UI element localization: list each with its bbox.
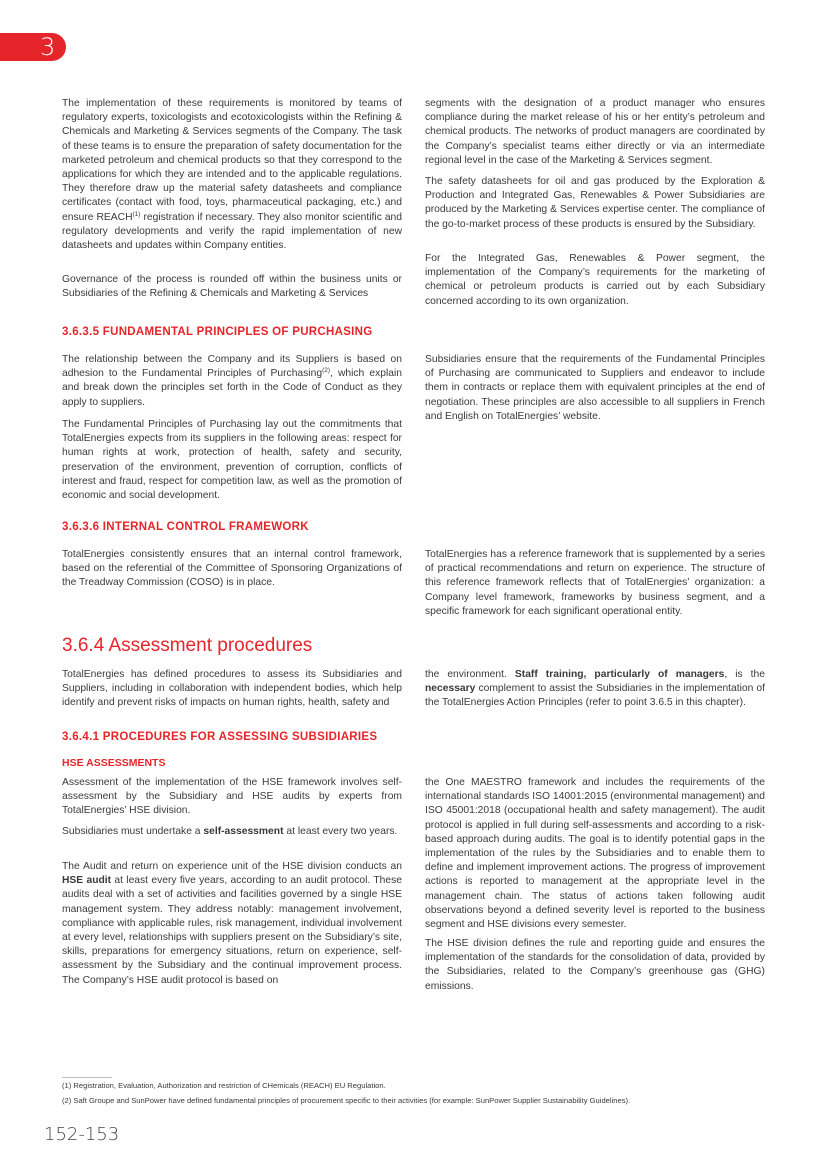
subsidiaries-left-paragraph-1: Assessment of the implementation of the HSE framework involves self-assessment by the Subsidiary and HSE audits by experts from TotalEnergies’ HSE division. [62,777,402,817]
chapter-number: 3 [40,33,56,61]
top-left-paragraph-2: Governance of the process is rounded off within the business units or Subsidiaries of the Refining & Chemicals and Marketing & Services [62,274,402,300]
footnote-divider [62,1077,112,1078]
hse-assessments-subheading: HSE ASSESSMENTS [62,757,166,769]
purchasing-heading: 3.6.3.5 FUNDAMENTAL PRINCIPLES OF PURCHASING [62,326,373,338]
subsidiaries-left-paragraph-2: Subsidiaries must undertake a self-assessment at least every two years. [62,826,398,837]
assessment-right-paragraph: the environment. Staff training, particularly of managers, is the necessary complement to assist the Subsidiaries in the implementation of the TotalEnergies Action Principles (refer to point 3.6.5 in this chapter). [425,669,765,709]
top-left-paragraph-1: The implementation of these requirements is monitored by teams of regulatory experts, toxicologists and ecotoxicologists within the Refining & Chemicals and Marketing & Services segments of the Company. The task of these teams is to ensure the preparation of safety documentation for the marketed petroleum and chemical products so that they correspond to the applications for which they are intended and to the applicable regulations. They therefore draw up the material safety datasheets and compliance certificates (contact with food, toys, pharmaceutical packaging, etc.) and ensure REACH$^{(1)}$ registration if necessary. They also monitor scientific and regulatory developments and verify the rapid implementation of new datasheets and updates within Company entities. [62,98,403,252]
internal-control-right-paragraph: TotalEnergies has a reference framework that is supplemented by a series of practical recommendations and return on experience. The structure of this reference framework reflects that of TotalEnergies’ organization: a Company level framework, frameworks by business segment, and a specific framework for each significant operational entity. [425,549,765,617]
internal-control-heading: 3.6.3.6 INTERNAL CONTROL FRAMEWORK [62,521,309,533]
purchasing-left-paragraph-1: The relationship between the Company and its Suppliers is based on adhesion to the Fundamental Principles of Purchasing$^{(2)}$, which explain and break down the principles set forth in the Code of Conduct as they apply to suppliers. [62,354,403,408]
assessment-heading: 3.6.4 Assessment procedures [62,635,313,656]
subsidiaries-left-paragraph-3: The Audit and return on experience unit of the HSE division conducts an HSE audit at least every five years, according to an audit protocol. These audits deal with a set of activities and facilities governed by a single HSE management system. They address notably: management involvement, compliance with applicable rules, risk management, individual involvement at every level, relationships with suppliers present on the Subsidiary’s site, skills, preparations for emergency situations, return on experience, self-assessment by the Subsidiary and the continual improvement process. The Company’s HSE audit protocol is based on [62,861,402,986]
chapter-tab [0,33,66,61]
footnote-1: (1) Registration, Evaluation, Authorization and restriction of CHemicals (REACH) EU Regulation. [62,1081,386,1090]
top-right-paragraph-3: For the Integrated Gas, Renewables & Power segment, the implementation of the Company’s requirements for the marketing of chemical or petroleum products is carried out by each Subsidiary concerned according to its own organization. [425,253,765,307]
footnote-2: (2) Saft Groupe and SunPower have defined fundamental principles of procurement specific to their activities (for example: SunPower Supplier Sustainability Guidelines). [62,1096,631,1105]
assessment-left-paragraph: TotalEnergies has defined procedures to assess its Subsidiaries and Suppliers, including in collaboration with independent bodies, which help identify and prevent risks of impacts on human rights, health, safety and [62,669,402,709]
subsidiaries-right-paragraph-1: the One MAESTRO framework and includes the requirements of the international standards ISO 14001:2015 (environmental management) and ISO 45001:2018 (occupational health and safety management). The audit protocol is applied in full during self-assessments and according to a risk-based approach during audits. The goal is to identify potential gaps in the implementation of the rules by the Subsidiaries and to enable them to define and implement improvement actions. The progress of improvement actions is reported to management at the appropriate level in the management chain. The status of actions taken following audit observations beyond a defined severity level is reported to the business segment and HSE divisions every semester. [425,777,765,931]
page-number: 152-153 [44,1124,120,1145]
purchasing-right-paragraph-1: Subsidiaries ensure that the requirements of the Fundamental Principles of Purchasing are communicated to Suppliers and endeavor to include them in contracts or replace them with equivalent principles at the end of negotiation. These principles are also accessible to all suppliers in French and English on TotalEnergies’ website. [425,354,765,422]
subsidiaries-right-paragraph-2: The HSE division defines the rule and reporting guide and ensures the implementation of the standards for the consolidation of data, provided by the Subsidiaries, related to the Company’s greenhouse gas (GHG) emissions. [425,938,765,992]
subsidiaries-heading: 3.6.4.1 PROCEDURES FOR ASSESSING SUBSIDIARIES [62,731,378,743]
purchasing-left-paragraph-2: The Fundamental Principles of Purchasing lay out the commitments that TotalEnergies expects from its suppliers in the following areas: respect for human rights at work, protection of health, safety and security, preservation of the environment, prevention of corruption, conflicts of interest and fraud, respect for competition law, as well as the promotion of economic and social development. [62,419,402,502]
internal-control-left-paragraph: TotalEnergies consistently ensures that an internal control framework, based on the referential of the Committee of Sponsoring Organizations of the Treadway Commission (COSO) is in place. [62,549,402,589]
top-right-paragraph-2: The safety datasheets for oil and gas produced by the Exploration & Production and Integrated Gas, Renewables & Power Subsidiaries are produced by the Marketing & Services expertise center. The compliance of the go-to-market process of these products is ensured by the Subsidiary. [425,176,765,230]
top-right-paragraph-1: segments with the designation of a product manager who ensures compliance during the market release of his or her entity’s petroleum and chemical products. The networks of product managers are coordinated by the Company’s specialist teams either directly or via an intermediate regional level in the case of the Marketing & Services segment. [425,98,765,166]
